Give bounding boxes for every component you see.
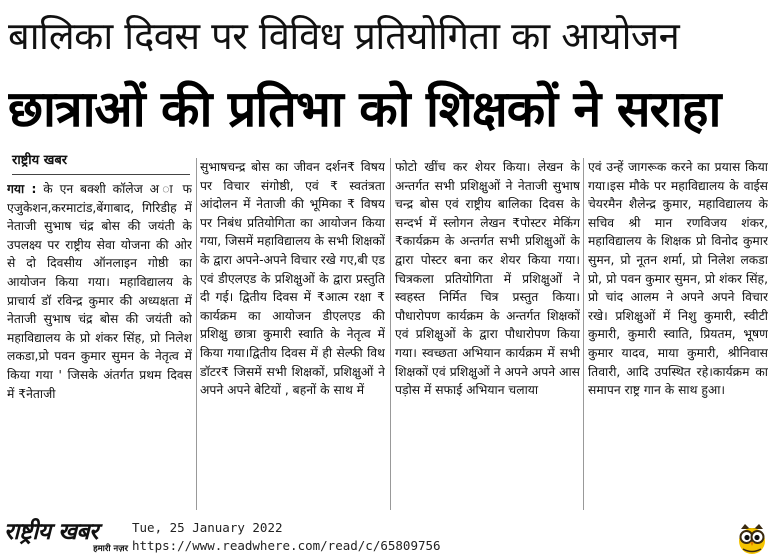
logo-tagline: हमारी नज़र (93, 544, 128, 554)
column-divider (390, 158, 391, 510)
column-3-text: फोटो खींच कर शेयर किया। लेखन के अन्तर्गत सभी प्रशिक्षुओं ने नेताजी सुभाष चन्द्र बोस एवं राष्ट्रीय बालिका दिवस के सन्दर्भ में स्लोगन लेखन ₹पोस्टर मेकिंग ₹कार्यक्रम के अन्तर्गत सभी प्रशिक्षुओं के द्वारा पोस्टर बना कर शेयर किया गया। चित्रकला प्रतियोगिता में प्रशिक्षुओं ने स्वहस्त निर्मित चित्र प्रस्तुत किया। पौधारोपण कार्यक्रम के अन्तर्गत शिक्षकों एवं प्रशिक्षुओं के द्वारा पौधारोपण किया गया। स्वच्छता अभियान कार्यक्रम में सभी शिक्षकों एवं प्रशिक्षुओं ने अपने अपने आस पड़ोस में सफाई अभियान चलाया (395, 160, 580, 398)
article-headline: छात्राओं की प्रतिभा को शिक्षकों ने सराहा (8, 80, 721, 138)
dateline: गया : (7, 182, 37, 196)
article-kicker: बालिका दिवस पर विविध प्रतियोगिता का आयोजन (8, 14, 680, 58)
publication-date: Tue, 25 January 2022 (132, 520, 283, 535)
article-column-2 (200, 158, 385, 506)
byline-divider (12, 174, 190, 175)
column-4-text: एवं उन्हें जागरूक करने का प्रयास किया गया।इस मौके पर महाविद्यालय के वाईस चेयरमैन शैलेन्द्र कुमार, महाविद्यालय के सचिव श्री मान रणविजय शंकर, महाविद्यालय के शिक्षक प्रो विनोद कुमार सुमन, प्रो नूतन शर्मा, प्रो निलेश लकडा प्रो, प्रो पवन कुमार सुमन, प्रो शंकर सिंह, प्रो चांद आलम ने अपने अपने विचार रखे। प्रशिक्षुओं में निशु कुमारी, स्वीटी कुमारी, कुमारी स्वाति, प्रियतम, भूषण कुमार यादव, माया कुमारी, श्रीनिवास तिवारी, आदि उपस्थित रहे।कार्यक्रम का समापन राष्ट्र गान के साथ हुआ। (588, 160, 768, 398)
column-divider (583, 158, 584, 510)
column-2-text: सुभाषचन्द्र बोस का जीवन दर्शन₹ विषय पर विचार संगोष्ठी, एवं ₹ स्वतंत्रता आंदोलन में नेताजी की भूमिका ₹ विषय पर निबंध प्रतियोगिता का आयोजन किया गया, जिसमें महाविद्यालय के सभी शिक्षकों के द्वारा अपने-अपने विचार रखे गए,बी एड एवं डीएलएड के प्रशिक्षुओं के द्वारा प्रस्तुति दी गई। द्वितीय दिवस में ₹आत्म रक्षा ₹ कार्यक्रम का आयोजन डीएलएड की प्रशिक्षु छात्रा कुमारी स्वाति के नेतृत्व में किया गया।द्वितीय दिवस में ही सेल्फी विथ डॉटर₹ जिसमें सभी शिक्षकों, प्रशिक्षुओं ने अपने अपने बेटियों , बहनों के साथ में (200, 160, 385, 398)
article-byline: राष्ट्रीय खबर (12, 153, 68, 168)
newspaper-logo[interactable] (4, 519, 128, 555)
logo-title: राष्ट्रीय खबर (4, 519, 98, 545)
owl-mascot-icon[interactable] (735, 521, 769, 555)
article-column-1 (7, 180, 192, 530)
article-column-3 (395, 158, 580, 506)
column-1-text: के एन बक्शी कॉलेज अ ा फ एजुकेशन,करमाटांड,बेंगाबाद, गिरिडीह में नेताजी सुभाष चंद्र बोस की जयंती के उपलक्ष्य पर राष्ट्रीय सेवा योजना की ओर से दो दिवसीय ऑनलाइन गोष्ठी का आयोजन किया गया। महाविद्यालय के प्राचार्य डॉ रविन्द्र कुमार की अध्यक्षता में नेताजी सुभाष चंद्र बोस की जयंती को महाविद्यालय के प्रो शंकर सिंह, प्रो निलेश लकडा,प्रो पवन कुमार सुमन के नेतृत्व में किया गया ' जिसके अंतर्गत प्रथम दिवस में ₹नेताजी (7, 182, 192, 401)
column-divider (196, 158, 197, 510)
source-url[interactable]: https://www.readwhere.com/read/c/65809756 (132, 538, 441, 553)
article-column-4 (588, 158, 768, 508)
